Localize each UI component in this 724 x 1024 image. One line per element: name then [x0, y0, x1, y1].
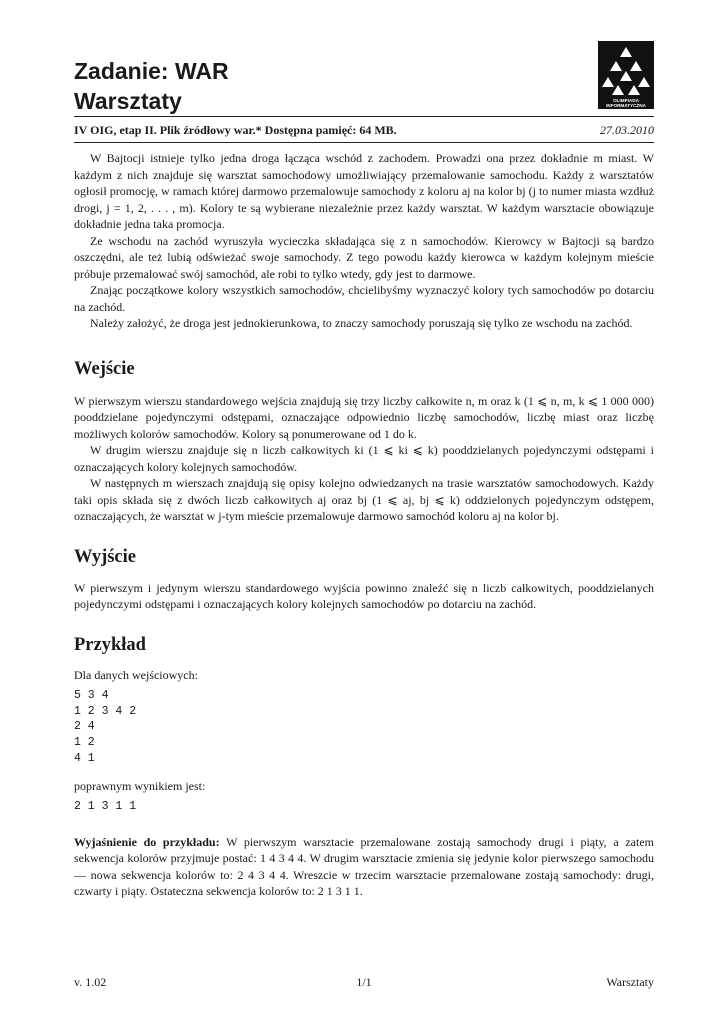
example-output-line: 2 1 3 1 1	[74, 800, 137, 814]
example-input-block	[74, 688, 654, 767]
input-paragraph-2: W drugim wierszu znajduje się n liczb całkowitych ki (1 ⩽ ki ⩽ k) pooddzielanych pojedynczymi odstępami i oznaczających kolory kolejnych samochodów.	[74, 443, 654, 474]
input-paragraph-1: W pierwszym wierszu standardowego wejścia znajdują się trzy liczby całkowite n, m oraz k (1 ⩽ n, m, k ⩽ 1 000 000) pooddzielane pojedynczymi odstępami, oznaczające odpowiednio liczbę samochodów, liczbę miast oraz liczbę możliwych kolorów samochodów. Kolory są ponumerowane od 1 do k.	[74, 393, 654, 441]
logo-text-1: OLIMPIADA	[613, 98, 639, 103]
example-explanation-label: Wyjaśnienie do przykładu:	[74, 834, 220, 849]
task-meta-info: IV OIG, etap II. Plik źródłowy war.* Dostępna pamięć: 64 MB.	[74, 123, 397, 137]
example-input-line: 2 4	[74, 720, 95, 734]
example-explanation	[74, 834, 654, 900]
intro-paragraph-1: W Bajtocji istnieje tylko jedna droga łącząca wschód z zachodem. Prowadzi ona przez dokładnie m miast. W każdym z nich znajduje się warsztat samochodowy umożliwiający przemalowanie samochodu. Każdy z warsztatów ogłosił promocję, w ramach której darmowo przemalowuje samochody z koloru aj na kolor bj (j to numer miasta wzdłuż drogi, j = 1, 2, . . . , m). Kolory te są wybierane niezależnie przez każdy warsztat. W każdym warsztacie obowiązuje dokładnie jedna taka promocja.	[74, 151, 654, 231]
intro-paragraph-4: Należy założyć, że droga jest jednokierunkowa, to znaczy samochody poruszają się tylko ze wschodu na zachód.	[90, 316, 633, 330]
logo-text-2: INFORMATYCZNA	[606, 103, 646, 108]
intro-paragraph-2: Ze wschodu na zachód wyruszyła wycieczka składająca się z n samochodów. Kierowcy w Bajtocji są bardzo oszczędni, ale też lubią odświeżać swoje samochody. Z tego powodu każdy kierowca w każdym kolejnym mieście próbuje przemalować swój samochód, ale robi to tylko wtedy, gdy jest to darmowe.	[74, 233, 654, 281]
output-heading: Wyjście	[74, 546, 136, 567]
example-input-label: Dla danych wejściowych:	[74, 667, 198, 682]
example-heading: Przykład	[74, 634, 146, 655]
task-title	[74, 56, 229, 116]
task-title-line2: Warsztaty	[74, 88, 182, 114]
example-input-line: 1 2 3 4 2	[74, 704, 137, 718]
task-meta	[74, 123, 654, 137]
example-input-line: 1 2	[74, 736, 95, 750]
intro-paragraph-3: Znając początkowe kolory wszystkich samochodów, chcielibyśmy wyznaczyć kolory tych samochodów po dotarciu na zachód.	[74, 283, 654, 314]
page-footer	[74, 974, 654, 990]
example-explanation-text: W pierwszym warsztacie przemalowane zostają samochody drugi i piąty, a zatem sekwencja kolorów przyjmuje postać: 1 4 3 4 4. W drugim warsztacie zmienia się jedynie kolor pierwszego samochodu — nowa sekwencja kolorów to: 2 4 3 4 4. Wreszcie w trzecim warsztacie przemalowane zostają samochody: drugi, czwarty i piąty. Ostateczna sekwencja kolorów to: 2 1 3 1 1.	[74, 834, 654, 899]
example-output-label: poprawnym wynikiem jest:	[74, 778, 206, 793]
task-content	[74, 150, 654, 900]
example-input-line: 4 1	[74, 751, 95, 765]
footer-version: v. 1.02	[74, 975, 107, 989]
header-rule-bottom	[74, 142, 654, 143]
header-rule-top	[74, 116, 654, 117]
olimpiada-logo	[598, 41, 654, 109]
example-input-line: 5 3 4	[74, 689, 109, 702]
task-date: 27.03.2010	[600, 123, 654, 137]
input-paragraph-3: W następnych m wierszach znajdują się opisy kolejno odwiedzanych na trasie warsztatów samochodowych. Każdy taki opis składa się z dwóch liczb całkowitych aj oraz bj (1 ⩽ aj, bj ⩽ k) oddzielonych pojedynczym odstępem, oznaczających, że warsztat w j-tym mieście przemalowuje darmowo samochód koloru aj na kolor bj.	[74, 476, 654, 523]
task-title-line1: Zadanie: WAR	[74, 58, 229, 84]
output-paragraph: W pierwszym i jedynym wierszu standardowego wyjścia powinno znaleźć się n liczb całkowitych, pooddzielanych pojedynczymi odstępami i oznaczających kolory kolejnych samochodów po dotarciu na zachód.	[74, 580, 654, 611]
footer-task-name: Warsztaty	[606, 975, 654, 989]
input-heading: Wejście	[74, 358, 135, 379]
footer-page-number: 1/1	[356, 975, 372, 989]
